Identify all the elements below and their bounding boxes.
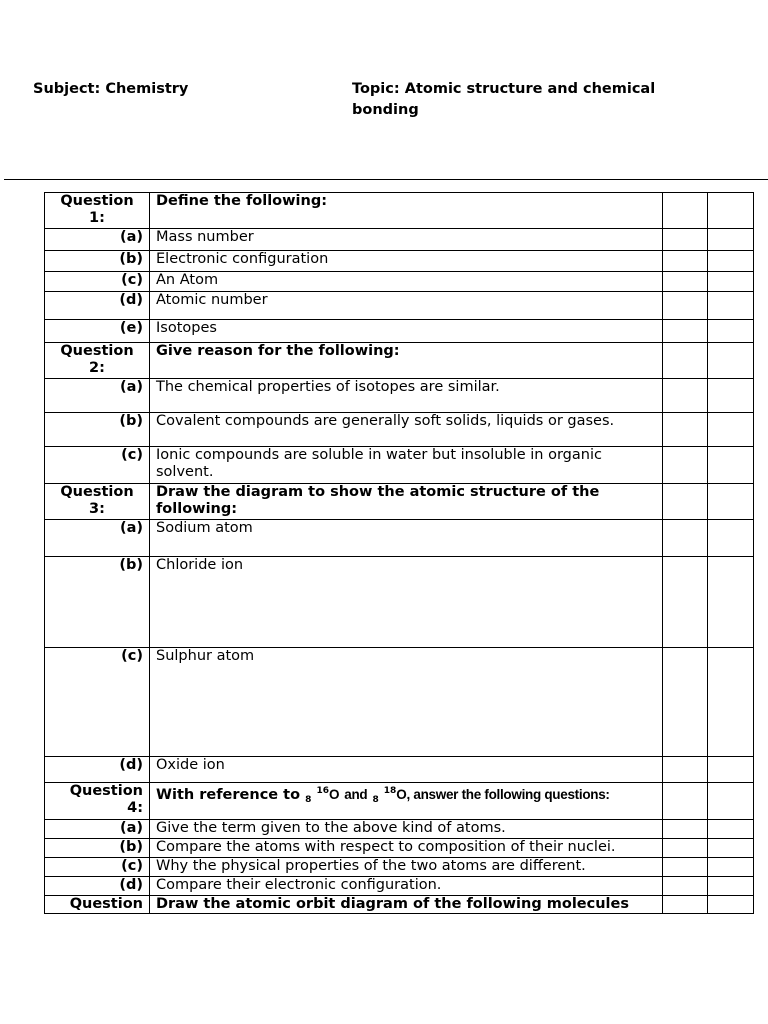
item-text: Compare their electronic configuration. xyxy=(150,877,663,896)
item-row xyxy=(45,648,754,757)
item-number: (c) xyxy=(45,648,150,757)
score-cell xyxy=(708,343,754,379)
marks-cell xyxy=(663,229,708,251)
marks-cell xyxy=(663,251,708,272)
item-row xyxy=(45,877,754,896)
score-cell xyxy=(708,820,754,839)
item-text: Give the term given to the above kind of atoms. xyxy=(150,820,663,839)
question-row xyxy=(45,896,754,914)
item-number: (c) xyxy=(45,858,150,877)
marks-cell xyxy=(663,292,708,320)
item-number: (d) xyxy=(45,757,150,783)
item-row xyxy=(45,229,754,251)
item-row xyxy=(45,251,754,272)
item-text: Mass number xyxy=(150,229,663,251)
and-word: and xyxy=(344,787,368,802)
item-row xyxy=(45,820,754,839)
item-number: (d) xyxy=(45,292,150,320)
item-number: (a) xyxy=(45,229,150,251)
marks-cell xyxy=(663,820,708,839)
item-row xyxy=(45,839,754,858)
topic-label: Topic: Atomic structure and chemical bonding xyxy=(352,81,656,118)
marks-cell xyxy=(663,896,708,914)
question-row xyxy=(45,193,754,229)
marks-cell xyxy=(663,877,708,896)
question-number: Question 4: xyxy=(45,783,150,820)
score-cell xyxy=(708,251,754,272)
item-number: (c) xyxy=(45,272,150,292)
score-cell xyxy=(708,757,754,783)
score-cell xyxy=(708,379,754,413)
question-row xyxy=(45,343,754,379)
item-number: (c) xyxy=(45,447,150,484)
score-cell xyxy=(708,229,754,251)
item-text: Electronic configuration xyxy=(150,251,663,272)
item-text: Sulphur atom xyxy=(150,648,663,757)
score-cell xyxy=(708,413,754,447)
item-text: The chemical properties of isotopes are similar. xyxy=(150,379,663,413)
question-heading: Draw the diagram to show the atomic structure of the following: xyxy=(150,484,663,520)
question-row xyxy=(45,484,754,520)
item-text: Oxide ion xyxy=(150,757,663,783)
score-cell xyxy=(708,648,754,757)
question-row xyxy=(45,783,754,820)
question-heading: Define the following: xyxy=(150,193,663,229)
item-number: (b) xyxy=(45,251,150,272)
question-heading xyxy=(150,783,663,820)
marks-cell xyxy=(663,193,708,229)
score-cell xyxy=(708,557,754,648)
score-cell xyxy=(708,292,754,320)
item-number: (a) xyxy=(45,379,150,413)
question-number: Question xyxy=(45,896,150,914)
marks-cell xyxy=(663,484,708,520)
score-cell xyxy=(708,320,754,343)
score-cell xyxy=(708,193,754,229)
question-number: Question 1: xyxy=(45,193,150,229)
item-row xyxy=(45,379,754,413)
question-number: Question 2: xyxy=(45,343,150,379)
atomic-number: 8 xyxy=(372,795,379,805)
marks-cell xyxy=(663,379,708,413)
item-number: (b) xyxy=(45,839,150,858)
mass-number: 16 xyxy=(316,786,329,796)
item-number: (d) xyxy=(45,877,150,896)
score-cell xyxy=(708,858,754,877)
heading-suffix: , answer the following questions: xyxy=(406,787,610,802)
subject-label: Subject: Chemistry xyxy=(33,81,189,97)
marks-cell xyxy=(663,447,708,484)
marks-cell xyxy=(663,343,708,379)
item-number: (b) xyxy=(45,413,150,447)
score-cell xyxy=(708,877,754,896)
item-text: Covalent compounds are generally soft solids, liquids or gases. xyxy=(150,413,663,447)
marks-cell xyxy=(663,648,708,757)
item-text: Isotopes xyxy=(150,320,663,343)
question-heading: Give reason for the following: xyxy=(150,343,663,379)
item-text: Compare the atoms with respect to composition of their nuclei. xyxy=(150,839,663,858)
worksheet-table xyxy=(44,192,754,914)
item-row xyxy=(45,272,754,292)
item-text: Ionic compounds are soluble in water but insoluble in organic solvent. xyxy=(150,447,663,484)
element-symbol: O xyxy=(396,787,407,802)
marks-cell xyxy=(663,783,708,820)
score-cell xyxy=(708,520,754,557)
score-cell xyxy=(708,896,754,914)
item-text: An Atom xyxy=(150,272,663,292)
question-number: Question 3: xyxy=(45,484,150,520)
item-row xyxy=(45,520,754,557)
marks-cell xyxy=(663,320,708,343)
marks-cell xyxy=(663,557,708,648)
atomic-number: 8 xyxy=(305,795,312,805)
header-divider xyxy=(4,179,768,180)
mass-number: 18 xyxy=(383,786,397,796)
item-number: (a) xyxy=(45,520,150,557)
item-number: (b) xyxy=(45,557,150,648)
marks-cell xyxy=(663,272,708,292)
item-text: Sodium atom xyxy=(150,520,663,557)
item-row xyxy=(45,557,754,648)
marks-cell xyxy=(663,858,708,877)
item-row xyxy=(45,292,754,320)
item-row xyxy=(45,858,754,877)
marks-cell xyxy=(663,839,708,858)
element-symbol: O xyxy=(329,787,340,802)
score-cell xyxy=(708,484,754,520)
marks-cell xyxy=(663,757,708,783)
item-text: Chloride ion xyxy=(150,557,663,648)
item-number: (e) xyxy=(45,320,150,343)
item-text: Why the physical properties of the two atoms are different. xyxy=(150,858,663,877)
item-row xyxy=(45,757,754,783)
item-row xyxy=(45,320,754,343)
score-cell xyxy=(708,783,754,820)
item-number: (a) xyxy=(45,820,150,839)
item-row xyxy=(45,413,754,447)
marks-cell xyxy=(663,413,708,447)
marks-cell xyxy=(663,520,708,557)
score-cell xyxy=(708,447,754,484)
item-row xyxy=(45,447,754,484)
item-text: Atomic number xyxy=(150,292,663,320)
question-heading: Draw the atomic orbit diagram of the following molecules xyxy=(150,896,663,914)
score-cell xyxy=(708,272,754,292)
heading-prefix: With reference to xyxy=(156,787,301,803)
score-cell xyxy=(708,839,754,858)
